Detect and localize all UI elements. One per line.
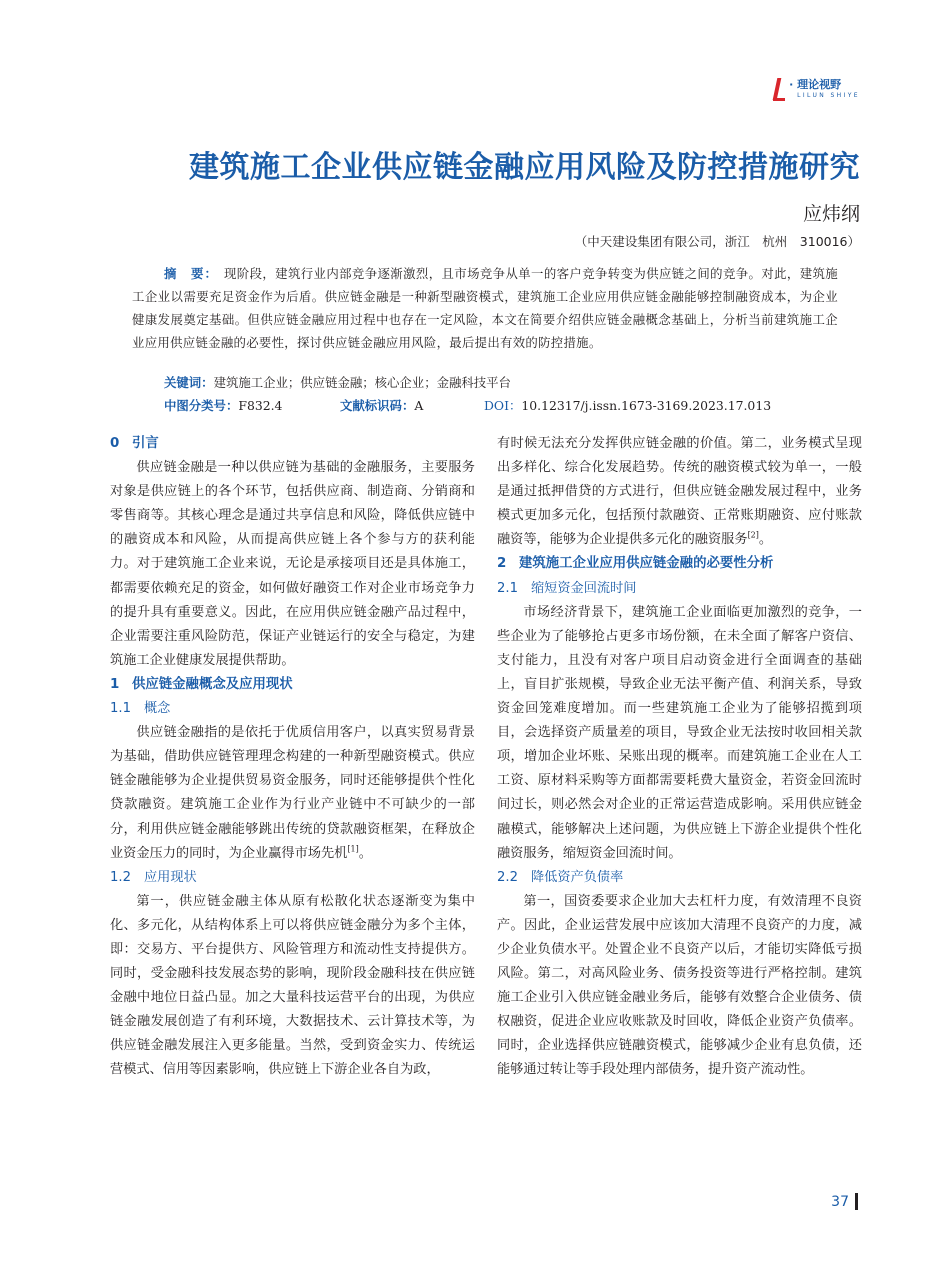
author-name: 应炜纲	[802, 203, 860, 225]
citation-2[interactable]: [2]	[747, 530, 759, 540]
section-name: · 理论视野	[789, 78, 842, 91]
paragraph-capital-return: 市场经济背景下，建筑施工企业面临更加激烈的竞争，一些企业为了能够抢占更多市场份额，在未全面了解客户资信、支付能力，且没有对客户项目启动资金进行全面调查的基础上，盲目扩张规模，导致企业无法平衡产值、利润关系，导致资金回笼难度增加。而一些建筑施工企业为了能够招揽到项目，会选择资产质量差的项目，导致企业无法按时收回相关款项，增加企业坏账、呆账出现的概率。而建筑施工企业在人工工资、原材料采购等方面都需要耗费大量资金，若资金回流时间过长，则必然会对企业的正常运营造成影响。采用供应链金融模式，能够解决上述问题，为供应链上下游企业提供个性化融资服务，缩短资金回流时间。	[497, 604, 862, 861]
keywords	[164, 373, 511, 393]
paragraph-status: 第一，供应链金融主体从原有松散化状态逐渐变为集中化、多元化，从结构体系上可以将供应链金融分为多个主体，即：交易方、平台提供方、风险管理方和流动性支持提供方。同时，受金融科技发展态势的影响，现阶段金融科技在供应链金融中地位日益凸显。加之大量科技运营平台的出现，为供应链金融发展创造了有利环境，大数据技术、云计算技术等，为供应链金融发展注入更多能量。当然，受到资金实力、传统运营模式、信用等因素影响，供应链上下游企业各自为政，	[110, 893, 475, 1078]
body-column-right	[497, 432, 862, 1083]
doi-value: 10.12317/j.issn.1673-3169.2023.17.013	[521, 398, 772, 413]
subsection-heading-1-2: 1.2 应用现状	[110, 869, 197, 885]
clc-value: F832.4	[238, 398, 283, 413]
article-meta	[164, 396, 772, 416]
keywords-text: 建筑施工企业；供应链金融；核心企业；金融科技平台	[213, 375, 511, 390]
page-number-bar	[855, 1193, 858, 1210]
page-number-text: 37	[831, 1193, 849, 1210]
body-column-left	[110, 432, 475, 1083]
abstract-label: 摘 要：	[164, 266, 218, 281]
author-affiliation: （中天建设集团有限公司，浙江 杭州 310016）	[574, 234, 860, 249]
paragraph-introduction: 供应链金融是一种以供应链为基础的金融服务，主要服务对象是供应链上的各个环节，包括供应商、制造商、分销商和零售商等。其核心理念是通过共享信息和风险，降低供应链中的融资成本和风险，从而提高供应链上各个参与方的获利能力。对于建筑施工企业来说，无论是承接项目还是具体施工，都需要依赖充足的资金，如何做好融资工作对企业市场竞争力的提升具有重要意义。因此，在应用供应链金融产品过程中，企业需要注重风险防范，保证产业链运行的安全与稳定，为建筑施工企业健康发展提供帮助。	[110, 460, 475, 668]
section-heading-0: 0 引言	[110, 436, 159, 451]
section-heading-2: 2 建筑施工企业应用供应链金融的必要性分析	[497, 556, 774, 572]
subsection-heading-1-1: 1.1 概念	[110, 701, 171, 717]
section-heading-1: 1 供应链金融概念及应用现状	[110, 676, 293, 692]
logo-l-icon	[769, 78, 785, 102]
article-title: 建筑施工企业供应链金融应用风险及防控措施研究	[189, 150, 860, 185]
section-name-pinyin: LILUN SHIYE	[797, 92, 860, 99]
paragraph-concept: 供应链金融指的是依托于优质信用客户，以真实贸易背景为基础，借助供应链管理理念构建的一种新型融资模式。供应链金融能够为企业提供贸易资金服务，同时还能够提供个性化贷款融资。建筑施工企业作为行业产业链中不可缺少的一部分，利用供应链金融能够跳出传统的贷款融资框架，在释放企业资金压力的同时，为企业赢得市场先机[1]。	[110, 725, 475, 861]
clc-label: 中图分类号：	[164, 398, 239, 413]
subsection-heading-2-2: 2.2 降低资产负债率	[497, 869, 624, 885]
citation-1[interactable]: [1]	[347, 844, 359, 854]
doc-code-label: 文献标识码：	[340, 398, 415, 413]
page-number	[831, 1193, 858, 1210]
doc-code-value: A	[414, 398, 424, 413]
keywords-label: 关键词：	[164, 375, 214, 390]
abstract-text: 现阶段，建筑行业内部竞争逐渐激烈，且市场竞争从单一的客户竞争转变为供应链之间的竞争。对此，建筑施工企业以需要充足资金作为后盾。供应链金融是一种新型融资模式，建筑施工企业应用供应链金融能够控制融资成本，为企业健康发展奠定基础。但供应链金融应用过程中也存在一定风险，本文在简要介绍供应链金融概念基础上，分析当前建筑施工企业应用供应链金融的必要性，探讨供应链金融应用风险，最后提出有效的防控措施。	[132, 266, 839, 350]
abstract	[132, 262, 838, 354]
doi-label: DOI：	[484, 398, 522, 413]
journal-section-logo	[769, 78, 860, 104]
paragraph-status-continued: 有时候无法充分发挥供应链金融的价值。第二，业务模式呈现出多样化、综合化发展趋势。传统的融资模式较为单一，一般是通过抵押借贷的方式进行，但供应链金融发展过程中，业务模式更加多元化，包括预付款融资、正常账期融资、应付账款融资等，能够为企业提供多元化的融资服务[2]。	[497, 436, 862, 548]
paragraph-debt-ratio: 第一，国资委要求企业加大去杠杆力度，有效清理不良资产。因此，企业运营发展中应该加大清理不良资产的力度，减少企业负债水平。处置企业不良资产以后，才能切实降低亏损风险。第二，对高风险业务、债务投资等进行严格控制。建筑施工企业引入供应链金融业务后，能够有效整合企业债务、债权融资，促进企业应收账款及时回收，降低企业资产负债率。同时，企业选择供应链融资模式，能够减少企业有息负债，还能够通过转让等手段处理内部债务，提升资产流动性。	[497, 893, 862, 1078]
subsection-heading-2-1: 2.1 缩短资金回流时间	[497, 580, 637, 596]
